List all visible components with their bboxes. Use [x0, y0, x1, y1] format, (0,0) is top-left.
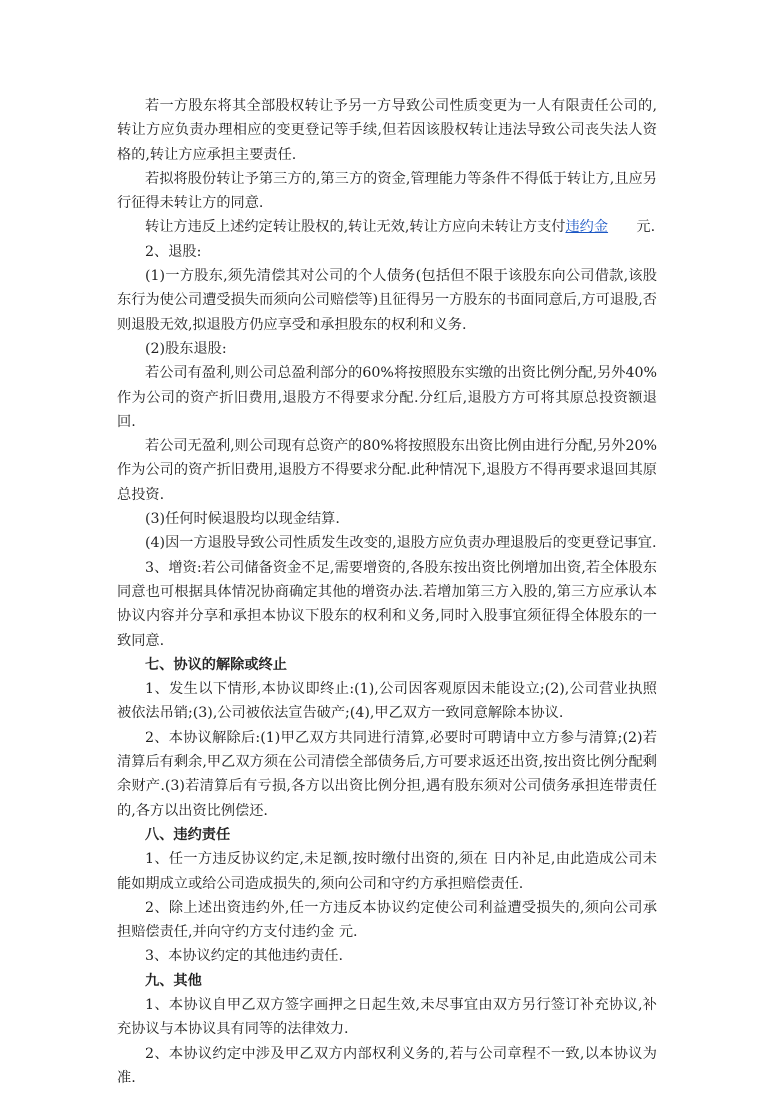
- paragraph: 若拟将股份转让予第三方的,第三方的资金,管理能力等条件不得低于转让方,且应另行征得未转让方的同意.: [117, 170, 657, 212]
- paragraph: 1、本协议自甲乙双方签字画押之日起生效,未尽事宜由双方另行签订补充协议,补充协议与本协议具有同等的法律效力.: [117, 996, 657, 1038]
- document-body: [117, 94, 657, 1090]
- section-heading: 八、违约责任: [145, 826, 231, 843]
- penalty-link[interactable]: 违约金: [565, 219, 609, 236]
- paragraph-text: 元.: [608, 219, 656, 236]
- paragraph: (1)一方股东,须先清偿其对公司的个人债务(包括但不限于该股东向公司借款,该股东行为使公司遭受损失而须向公司赔偿等)且征得另一方股东的书面同意后,方可退股,否则退股无效,拟退股方仍应享受和承担股东的权利和义务.: [117, 268, 657, 333]
- paragraph: 若公司无盈利,则公司现有总资产的80%将按照股东出资比例由进行分配,另外20%作为公司的资产折旧费用,退股方不得要求分配.此种情况下,退股方不得再要求退回其原总投资.: [117, 438, 657, 503]
- paragraph: (3)任何时候退股均以现金结算.: [145, 511, 340, 528]
- paragraph: (2)股东退股:: [145, 340, 227, 357]
- paragraph: 1、发生以下情形,本协议即终止:(1),公司因客观原因未能设立;(2),公司营业执照被依法吊销;(3),公司被依法宣告破产;(4),甲乙双方一致同意解除本协议.: [117, 681, 657, 722]
- paragraph: 2、除上述出资违约外,任一方违反本协议约定使公司利益遭受损失的,须向公司承担赔偿责任,并向守约方支付违约金 元.: [117, 899, 657, 941]
- paragraph: 2、本协议解除后:(1)甲乙双方共同进行清算,必要时可聘请中立方参与清算;(2)若清算后有剩余,甲乙双方须在公司清偿全部债务后,方可要求返还出资,按出资比例分配剩余财产.(3)若清算后有亏损,各方以出资比例分担,遇有股东须对公司债务承担连带责任的,各方以出资比例偿还.: [117, 729, 657, 819]
- paragraph: 若公司有盈利,则公司总盈利部分的60%将按照股东实缴的出资比例分配,另外40%作为公司的资产折旧费用,退股方不得要求分配.分红后,退股方方可将其原总投资额退回.: [117, 365, 657, 430]
- paragraph: 若一方股东将其全部股权转让予另一方导致公司性质变更为一人有限责任公司的,转让方应负责办理相应的变更登记等手续,但若因该股权转让违法导致公司丧失法人资格的,转让方应承担主要责任.: [117, 98, 657, 163]
- paragraph: 2、退股:: [145, 243, 202, 260]
- paragraph: [117, 215, 657, 239]
- section-heading: 七、协议的解除或终止: [145, 656, 287, 673]
- section-heading: 九、其他: [145, 972, 202, 989]
- paragraph: 2、本协议约定中涉及甲乙双方内部权利义务的,若与公司章程不一致,以本协议为准.: [117, 1045, 657, 1086]
- paragraph: 3、本协议约定的其他违约责任.: [145, 948, 343, 965]
- paragraph: 3、增资:若公司储备资金不足,需要增资的,各股东按出资比例增加出资,若全体股东同意也可根据具体情况协商确定其他的增资办法.若增加第三方入股的,第三方应承认本协议内容并分享和承担本协议下股东的权利和义务,同时入股事宜须征得全体股东的一致同意.: [117, 559, 657, 649]
- paragraph: (4)因一方退股导致公司性质发生改变的,退股方应负责办理退股后的变更登记事宜.: [145, 535, 657, 552]
- paragraph: 1、任一方违反协议约定,未足额,按时缴付出资的,须在 日内补足,由此造成公司未能如期成立或给公司造成损失的,须向公司和守约方承担赔偿责任.: [117, 851, 657, 892]
- paragraph-text: 转让方违反上述约定转让股权的,转让无效,转让方应向未转让方支付: [145, 219, 566, 236]
